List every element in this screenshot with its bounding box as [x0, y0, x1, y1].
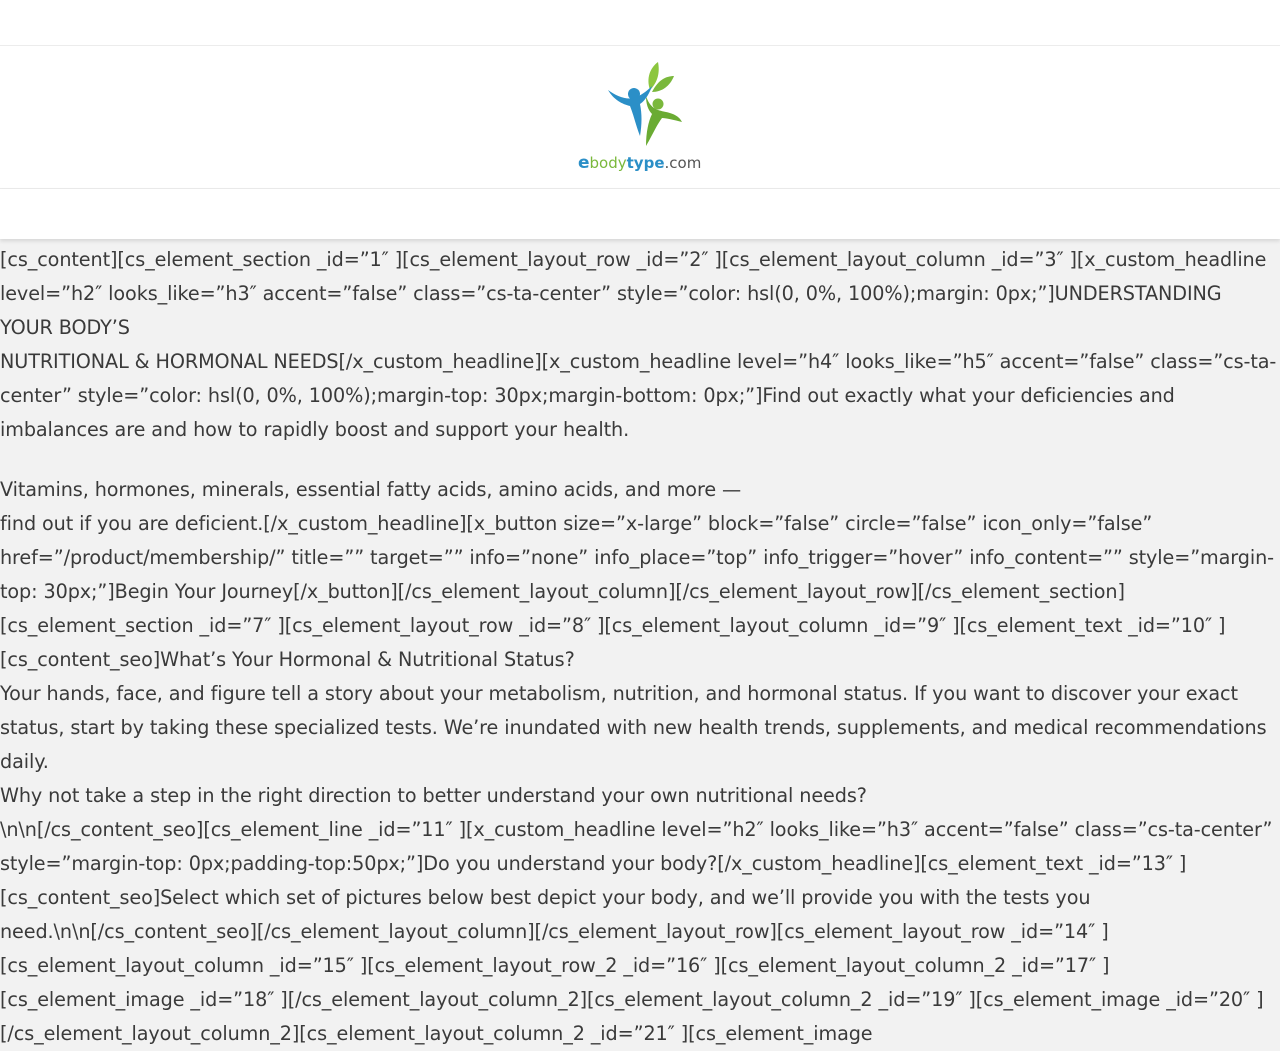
- content-paragraph-7: \n\n[/cs_content_seo][cs_element_line _id=”11″ ][x_custom_headline level=”h2″ looks_like=”h3″ accent=”false” class=”cs-ta-center” style=”margin-top: 0px;padding-top:50px;”]Do you understand your body?[/x_custom_headline][cs_element_text _id=”13″ ][cs_content_seo]Select which set of pictures below best depict your body, and we’ll provide you with the tests you need.\n\n[/cs_content_seo][/cs_element_layout_column][/cs_element_layout_row][cs_element_layout_row _id=”14″ ][cs_element_layout_column _id=”15″ ][cs_element_layout_row_2 _id=”16″ ][cs_element_layout_column_2 _id=”17″ ][cs_element_image _id=”18″ ][/cs_element_layout_column_2][cs_element_layout_column_2 _id=”19″ ][cs_element_image _id=”20″ ][/cs_element_layout_column_2][cs_element_layout_column_2 _id=”21″ ][cs_element_image: [0, 818, 1273, 1045]
- page-content: [0, 243, 1280, 1051]
- site-header: [0, 46, 1280, 189]
- logo-wordmark: [578, 153, 701, 173]
- logo-text-body: body: [589, 154, 627, 172]
- content-paragraph-6: Why not take a step in the right direction to better understand your own nutritional needs?: [0, 784, 867, 807]
- logo-text-e: e: [578, 153, 590, 173]
- content-paragraph-2: NUTRITIONAL & HORMONAL NEEDS[/x_custom_headline][x_custom_headline level=”h4″ looks_like=”h5″ accent=”false” class=”cs-ta-center” style=”color: hsl(0, 0%, 100%);margin-top: 30px;margin-bottom: 0px;”]Find out exactly what your deficiencies and imbalances are and how to rapidly boost and support your health.: [0, 350, 1277, 441]
- logo-figures-icon: [606, 60, 686, 152]
- site-logo-link[interactable]: [576, 60, 706, 178]
- content-paragraph-5: Your hands, face, and figure tell a story about your metabolism, nutrition, and hormonal status. If you want to discover your exact status, start by taking these specialized tests. We’re inundated with new health trends, supplements, and medical recommendations daily.: [0, 682, 1267, 773]
- logo-text-com: .com: [664, 154, 702, 172]
- top-bar: [0, 0, 1280, 46]
- content-paragraph-1: [cs_content][cs_element_section _id=”1″ ][cs_element_layout_row _id=”2″ ][cs_element_layout_column _id=”3″ ][x_custom_headline level=”h2″ looks_like=”h3″ accent=”false” class=”cs-ta-center” style=”color: hsl(0, 0%, 100%);margin: 0px;”]UNDERSTANDING YOUR BODY’S: [0, 248, 1267, 339]
- logo-text-type: type: [626, 154, 665, 172]
- main-navigation-bar: [0, 189, 1280, 239]
- content-paragraph-4: find out if you are deficient.[/x_custom_headline][x_button size=”x-large” block=”false” circle=”false” icon_only=”false” href=”/product/membership/” title=”” target=”” info=”none” info_place=”top” info_trigger=”hover” info_content=”” style=”margin-top: 30px;”]Begin Your Journey[/x_button][/cs_element_layout_column][/cs_element_layout_row][/cs_element_section][cs_element_section _id=”7″ ][cs_element_layout_row _id=”8″ ][cs_element_layout_column _id=”9″ ][cs_element_text _id=”10″ ][cs_content_seo]What’s Your Hormonal & Nutritional Status?: [0, 512, 1274, 671]
- content-paragraph-3: Vitamins, hormones, minerals, essential fatty acids, amino acids, and more —: [0, 478, 742, 501]
